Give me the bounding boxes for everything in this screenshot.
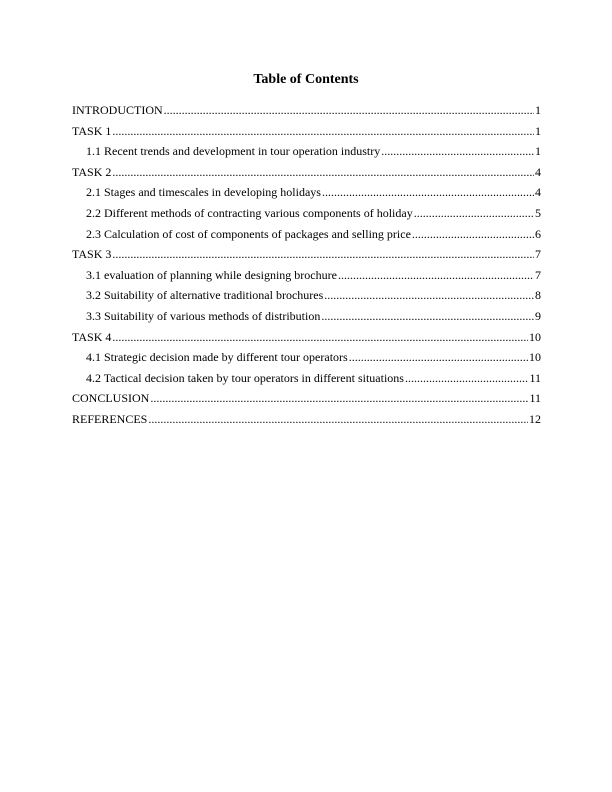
toc-entry-page-number: 12	[529, 411, 541, 426]
toc-entry[interactable]	[72, 388, 541, 409]
toc-entry[interactable]	[72, 203, 541, 224]
toc-entry-label: CONCLUSION	[72, 391, 150, 406]
toc-entry[interactable]	[72, 141, 541, 162]
toc-entry[interactable]	[72, 162, 541, 183]
dot-leader	[112, 327, 528, 348]
toc-entry-label: 4.1 Strategic decision made by different tour operators	[86, 350, 348, 365]
toc-entry-page-number: 8	[535, 288, 541, 303]
toc-entry-label: 2.2 Different methods of contracting various components of holiday	[86, 205, 413, 220]
toc-entry-page-number: 4	[535, 185, 541, 200]
toc-entry-page-number: 10	[529, 329, 541, 344]
dot-leader	[322, 182, 534, 203]
toc-entry-page-number: 4	[535, 164, 541, 179]
toc-entry-label: INTRODUCTION	[72, 103, 163, 117]
toc-entry-label: 3.2 Suitability of alternative traditional brochures	[86, 288, 324, 303]
dot-leader	[150, 388, 528, 409]
toc-entry-label: TASK 4	[72, 329, 112, 344]
dot-leader	[338, 265, 534, 286]
toc-entry-page-number: 1	[535, 103, 541, 117]
dot-leader	[412, 224, 534, 245]
dot-leader	[414, 203, 534, 224]
toc-entry-page-number: 9	[535, 308, 541, 323]
toc-entry[interactable]	[72, 285, 541, 306]
toc-entry-label: 1.1 Recent trends and development in tour operation industry	[86, 144, 381, 159]
table-of-contents	[72, 100, 541, 430]
toc-entry-page-number: 7	[535, 267, 541, 282]
toc-entry-label: 2.3 Calculation of cost of components of packages and selling price	[86, 226, 411, 241]
toc-entry-page-number: 1	[535, 144, 541, 159]
toc-entry-page-number: 7	[535, 247, 541, 262]
toc-entry-label: TASK 2	[72, 164, 112, 179]
toc-entry-page-number: 1	[535, 123, 541, 138]
toc-entry[interactable]	[72, 327, 541, 348]
dot-leader	[112, 162, 534, 183]
toc-entry[interactable]	[72, 224, 541, 245]
toc-entry[interactable]	[72, 409, 541, 430]
toc-entry-page-number: 10	[529, 350, 541, 365]
dot-leader	[381, 141, 534, 162]
toc-entry[interactable]	[72, 182, 541, 203]
toc-entry-page-number: 6	[535, 226, 541, 241]
dot-leader	[148, 409, 528, 430]
toc-entry[interactable]	[72, 368, 541, 389]
dot-leader	[112, 121, 534, 142]
toc-entry-page-number: 5	[535, 205, 541, 220]
dot-leader	[349, 347, 528, 368]
dot-leader	[164, 100, 534, 121]
dot-leader	[321, 306, 534, 327]
toc-entry-label: REFERENCES	[72, 411, 148, 426]
toc-entry-label: 3.1 evaluation of planning while designing brochure	[86, 267, 337, 282]
toc-title: Table of Contents	[253, 72, 359, 87]
toc-entry[interactable]	[72, 100, 541, 121]
toc-entry[interactable]	[72, 347, 541, 368]
toc-entry[interactable]	[72, 121, 541, 142]
toc-entry-page-number: 11	[529, 370, 541, 385]
dot-leader	[324, 285, 534, 306]
toc-entry[interactable]	[72, 265, 541, 286]
toc-entry[interactable]	[72, 306, 541, 327]
toc-entry-label: TASK 1	[72, 123, 112, 138]
dot-leader	[405, 368, 528, 389]
toc-entry-label: 2.1 Stages and timescales in developing holidays	[86, 185, 321, 200]
dot-leader	[112, 244, 534, 265]
toc-entry-label: 3.3 Suitability of various methods of distribution	[86, 308, 321, 323]
toc-entry-page-number: 11	[529, 391, 541, 406]
toc-entry[interactable]	[72, 244, 541, 265]
toc-entry-label: TASK 3	[72, 247, 112, 262]
toc-entry-label: 4.2 Tactical decision taken by tour operators in different situations	[86, 370, 404, 385]
